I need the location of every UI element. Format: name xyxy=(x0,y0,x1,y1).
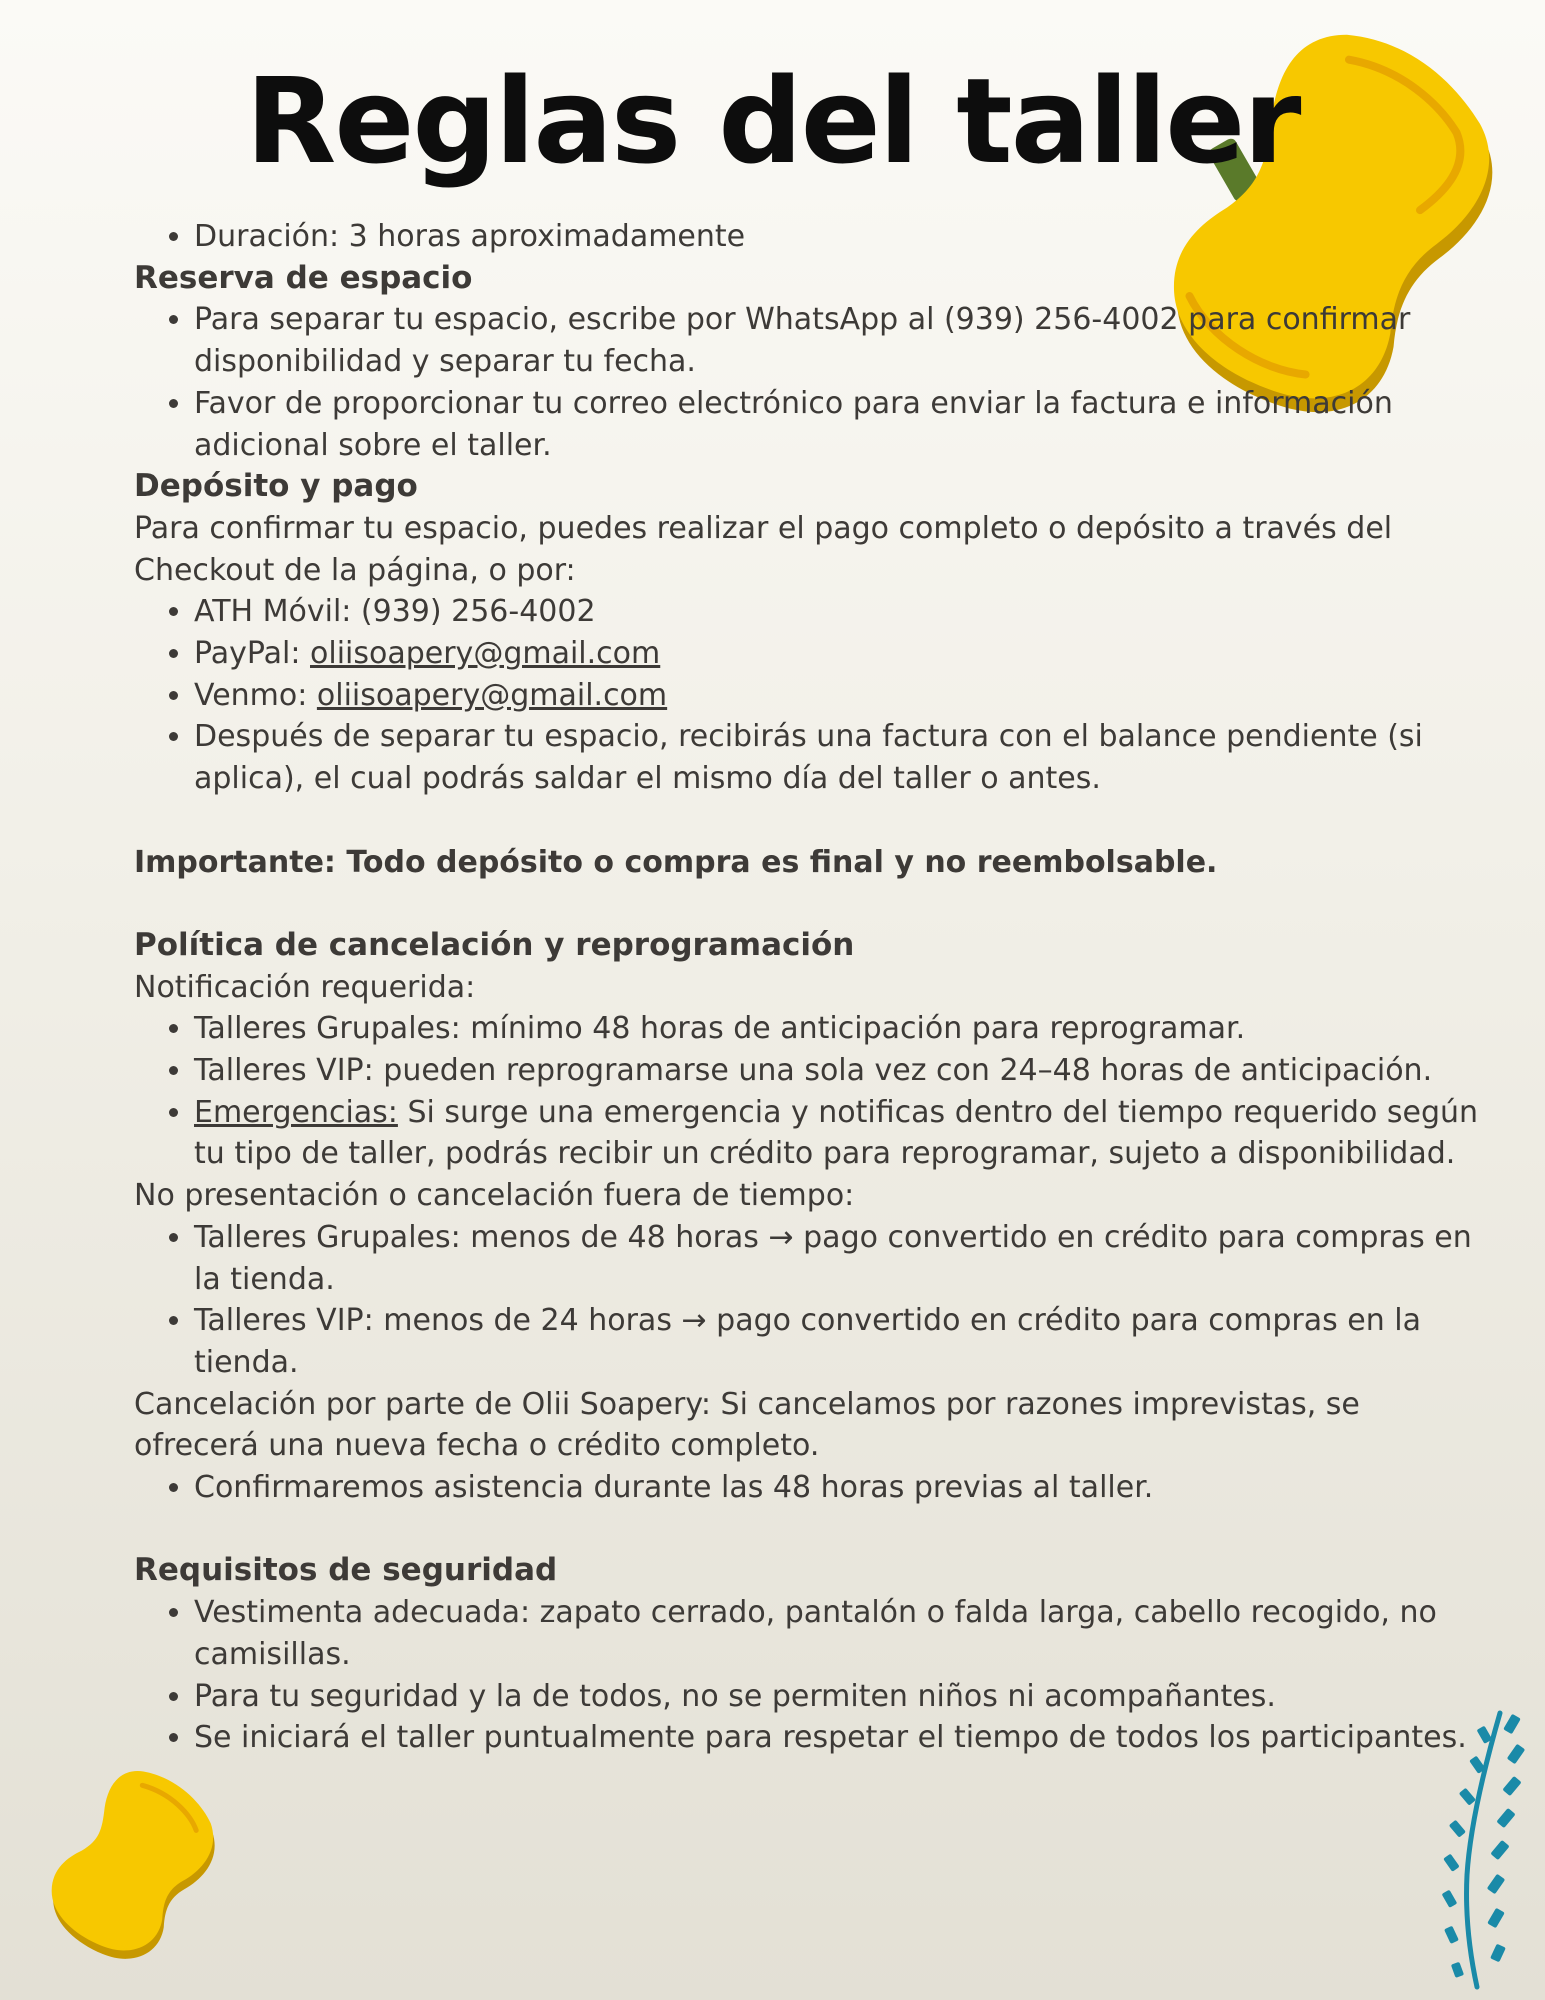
payment-list xyxy=(134,591,1484,800)
venmo-label: Venmo: xyxy=(194,677,317,713)
list-item: • Talleres Grupales: menos de 48 horas → pago convertido en crédito para compras en la tienda. xyxy=(194,1217,1484,1300)
venmo-email-link[interactable]: oliisoapery@gmail.com xyxy=(316,677,668,713)
cancelacion-text: Cancelación por parte de Olii Soapery: Si cancelamos por razones imprevistas, se ofrecerá una nueva fecha o crédito completo. xyxy=(134,1386,1360,1464)
list-item: • Vestimenta adecuada: zapato cerrado, pantalón o falda larga, cabello recogido, no camisillas. xyxy=(194,1592,1484,1675)
list-item: • Para tu seguridad y la de todos, no se permiten niños ni acompañantes. xyxy=(194,1676,1484,1718)
list-item: • Talleres VIP: pueden reprogramarse una sola vez con 24–48 horas de anticipación. xyxy=(194,1050,1484,1092)
list-item xyxy=(194,633,1484,675)
paypal-email-link[interactable]: oliisoapery@gmail.com xyxy=(310,636,661,672)
list-item: • Talleres VIP: menos de 24 horas → pago convertido en crédito para compras en la tienda. xyxy=(194,1300,1484,1383)
list-item: • Después de separar tu espacio, recibirás una factura con el balance pendiente (si aplica), el cual podrás saldar el mismo día del taller o antes. xyxy=(194,716,1484,799)
list-item xyxy=(194,675,1484,717)
paypal-label: PayPal: xyxy=(194,636,310,672)
no-presentacion-label: No presentación o cancelación fuera de tiempo: xyxy=(134,1178,855,1214)
section-heading-politica: Política de cancelación y reprogramación xyxy=(134,926,855,963)
notificacion-label: Notificación requerida: xyxy=(134,969,476,1005)
emergencias-text: Si surge una emergencia y notificas dentro del tiempo requerido según tu tipo de taller, podrás recibir un crédito para reprogramar, sujeto a disponibilidad. xyxy=(194,1094,1479,1172)
seguridad-list xyxy=(134,1592,1484,1759)
list-item: • Favor de proporcionar tu correo electrónico para enviar la factura e información adicional sobre el taller. xyxy=(194,383,1484,466)
list-item: • Duración: 3 horas aproximadamente xyxy=(194,216,1484,258)
page-title: Reglas del taller xyxy=(245,52,1300,190)
no-presentacion-list xyxy=(134,1217,1484,1384)
sponge-icon xyxy=(35,1765,235,1960)
deposito-intro: Para confirmar tu espacio, puedes realizar el pago completo o depósito a través del Checkout de la página, o por: xyxy=(134,510,1393,588)
list-item: • ATH Móvil: (939) 256-4002 xyxy=(194,591,1484,633)
rules-content xyxy=(134,216,1484,1759)
reserva-list xyxy=(134,299,1484,466)
section-heading-deposito: Depósito y pago xyxy=(134,468,418,505)
notificacion-list xyxy=(134,1008,1484,1175)
list-item: • Para separar tu espacio, escribe por WhatsApp al (939) 256-4002 para confirmar disponibilidad y separar tu fecha. xyxy=(194,299,1484,382)
emergencias-label: Emergencias: xyxy=(194,1094,398,1130)
list-item: • Talleres Grupales: mínimo 48 horas de anticipación para reprogramar. xyxy=(194,1008,1484,1050)
list-item: • Se iniciará el taller puntualmente para respetar el tiempo de todos los participantes. xyxy=(194,1717,1484,1759)
list-item xyxy=(194,1092,1484,1175)
section-heading-reserva: Reserva de espacio xyxy=(134,259,473,296)
duration-list xyxy=(134,216,1484,258)
list-item: • Confirmaremos asistencia durante las 48 horas previas al taller. xyxy=(194,1467,1484,1509)
section-heading-seguridad: Requisitos de seguridad xyxy=(134,1552,558,1589)
important-notice: Importante: Todo depósito o compra es final y no reembolsable. xyxy=(134,844,1218,880)
confirmaremos-list xyxy=(134,1467,1484,1509)
